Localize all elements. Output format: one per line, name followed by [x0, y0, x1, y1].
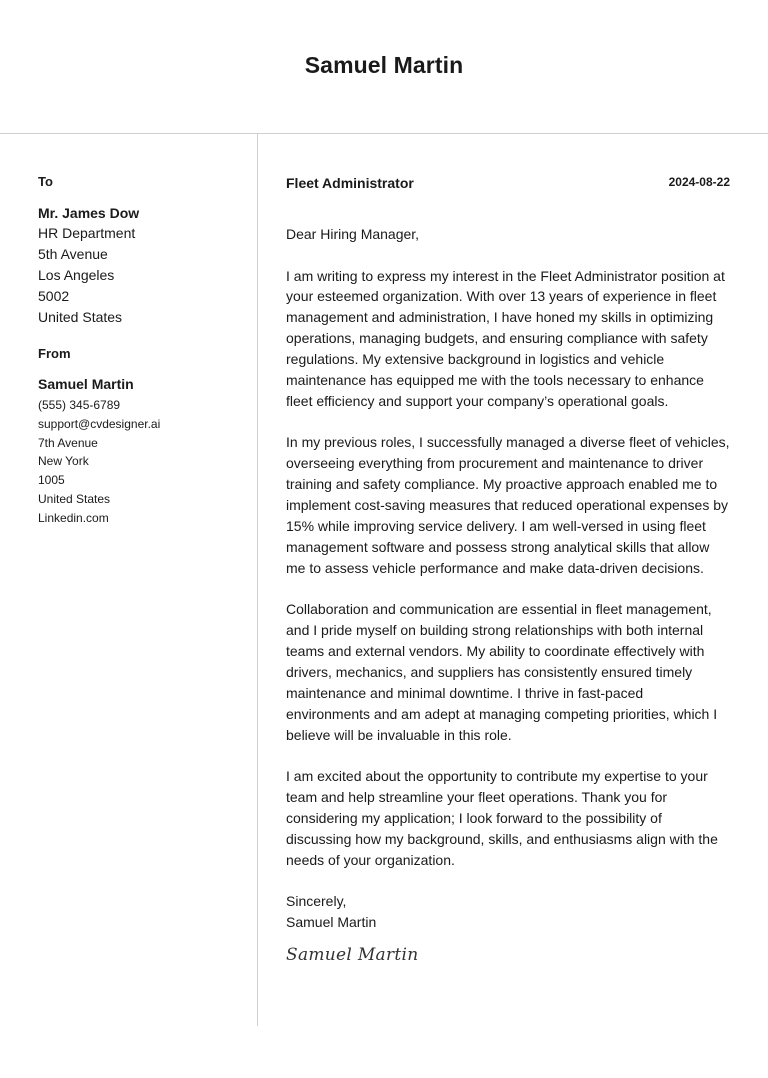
paragraph: Collaboration and communication are essential in fleet management, and I pride myself on building strong relationships with both internal teams and external vendors. My ability to coordinate effectively with drivers, mechanics, and suppliers has consistently ensured timely maintenance and minimal downtime. I thrive in fast-paced environments and am adept at managing competing priorities, which I believe will be invaluable in this role.	[286, 601, 718, 743]
sender-linkedin: Linkedin.com	[38, 510, 109, 525]
recipient-address-line: 5002	[38, 288, 70, 304]
recipient-address-line: Los Angeles	[38, 267, 115, 283]
recipient-address-line: HR Department	[38, 225, 136, 241]
letter-date: 2024-08-22	[668, 175, 730, 189]
applicant-name-title: Samuel Martin	[304, 52, 464, 78]
paragraph: In my previous roles, I successfully managed a diverse fleet of vehicles, overseeing everything from procurement and maintenance to driver training and safety compliance. My proactive approach enabled me to implement cost-saving measures that reduced operational expenses by 15% while improving service delivery. I am well-versed in using fleet management software and possess strong analytical skills that allow me to assess vehicle performance and make data-driven decisions.	[286, 434, 730, 576]
greeting: Dear Hiring Manager,	[286, 226, 420, 242]
from-label: From	[38, 346, 71, 361]
position-title: Fleet Administrator	[286, 175, 414, 191]
to-label: To	[38, 174, 53, 189]
column-divider	[257, 134, 258, 1026]
letter-content	[286, 224, 730, 966]
signature: Samuel Martin	[286, 945, 419, 966]
letter-header	[286, 174, 730, 192]
sidebar	[38, 174, 248, 528]
sender-city: New York	[38, 454, 89, 469]
letter-body	[286, 174, 730, 966]
closing: Sincerely,	[286, 893, 347, 910]
header-divider	[0, 133, 768, 134]
paragraph: I am excited about the opportunity to contribute my expertise to your team and help streamline your fleet operations. Thank you for considering my application; I look forward to the possibility of discussing how my background, skills, and enthusiasms align with the needs of your organization.	[286, 768, 718, 868]
recipient-address-line: United States	[38, 309, 123, 325]
sender-street: 7th Avenue	[38, 435, 98, 450]
recipient-name: Mr. James Dow	[38, 205, 140, 221]
sender-email: support@cvdesigner.ai	[38, 416, 161, 431]
paragraph: I am writing to express my interest in the Fleet Administrator position at your esteemed organization. With over 13 years of experience in fleet management and administration, I have honed my skills in optimizing operations, managing budgets, and ensuring compliance with safety regulations. My extensive background in logistics and vehicle maintenance has equipped me with the tools necessary to enhance fleet efficiency and support your company’s operational goals.	[286, 267, 725, 409]
sender-zip: 1005	[38, 473, 65, 488]
sender-phone: (555) 345-6789	[38, 398, 121, 412]
recipient-address-line: 5th Avenue	[38, 246, 108, 262]
page-header	[0, 0, 768, 134]
sender-country: United States	[38, 491, 111, 506]
sender-name: Samuel Martin	[38, 376, 134, 392]
closing-name: Samuel Martin	[286, 914, 377, 931]
